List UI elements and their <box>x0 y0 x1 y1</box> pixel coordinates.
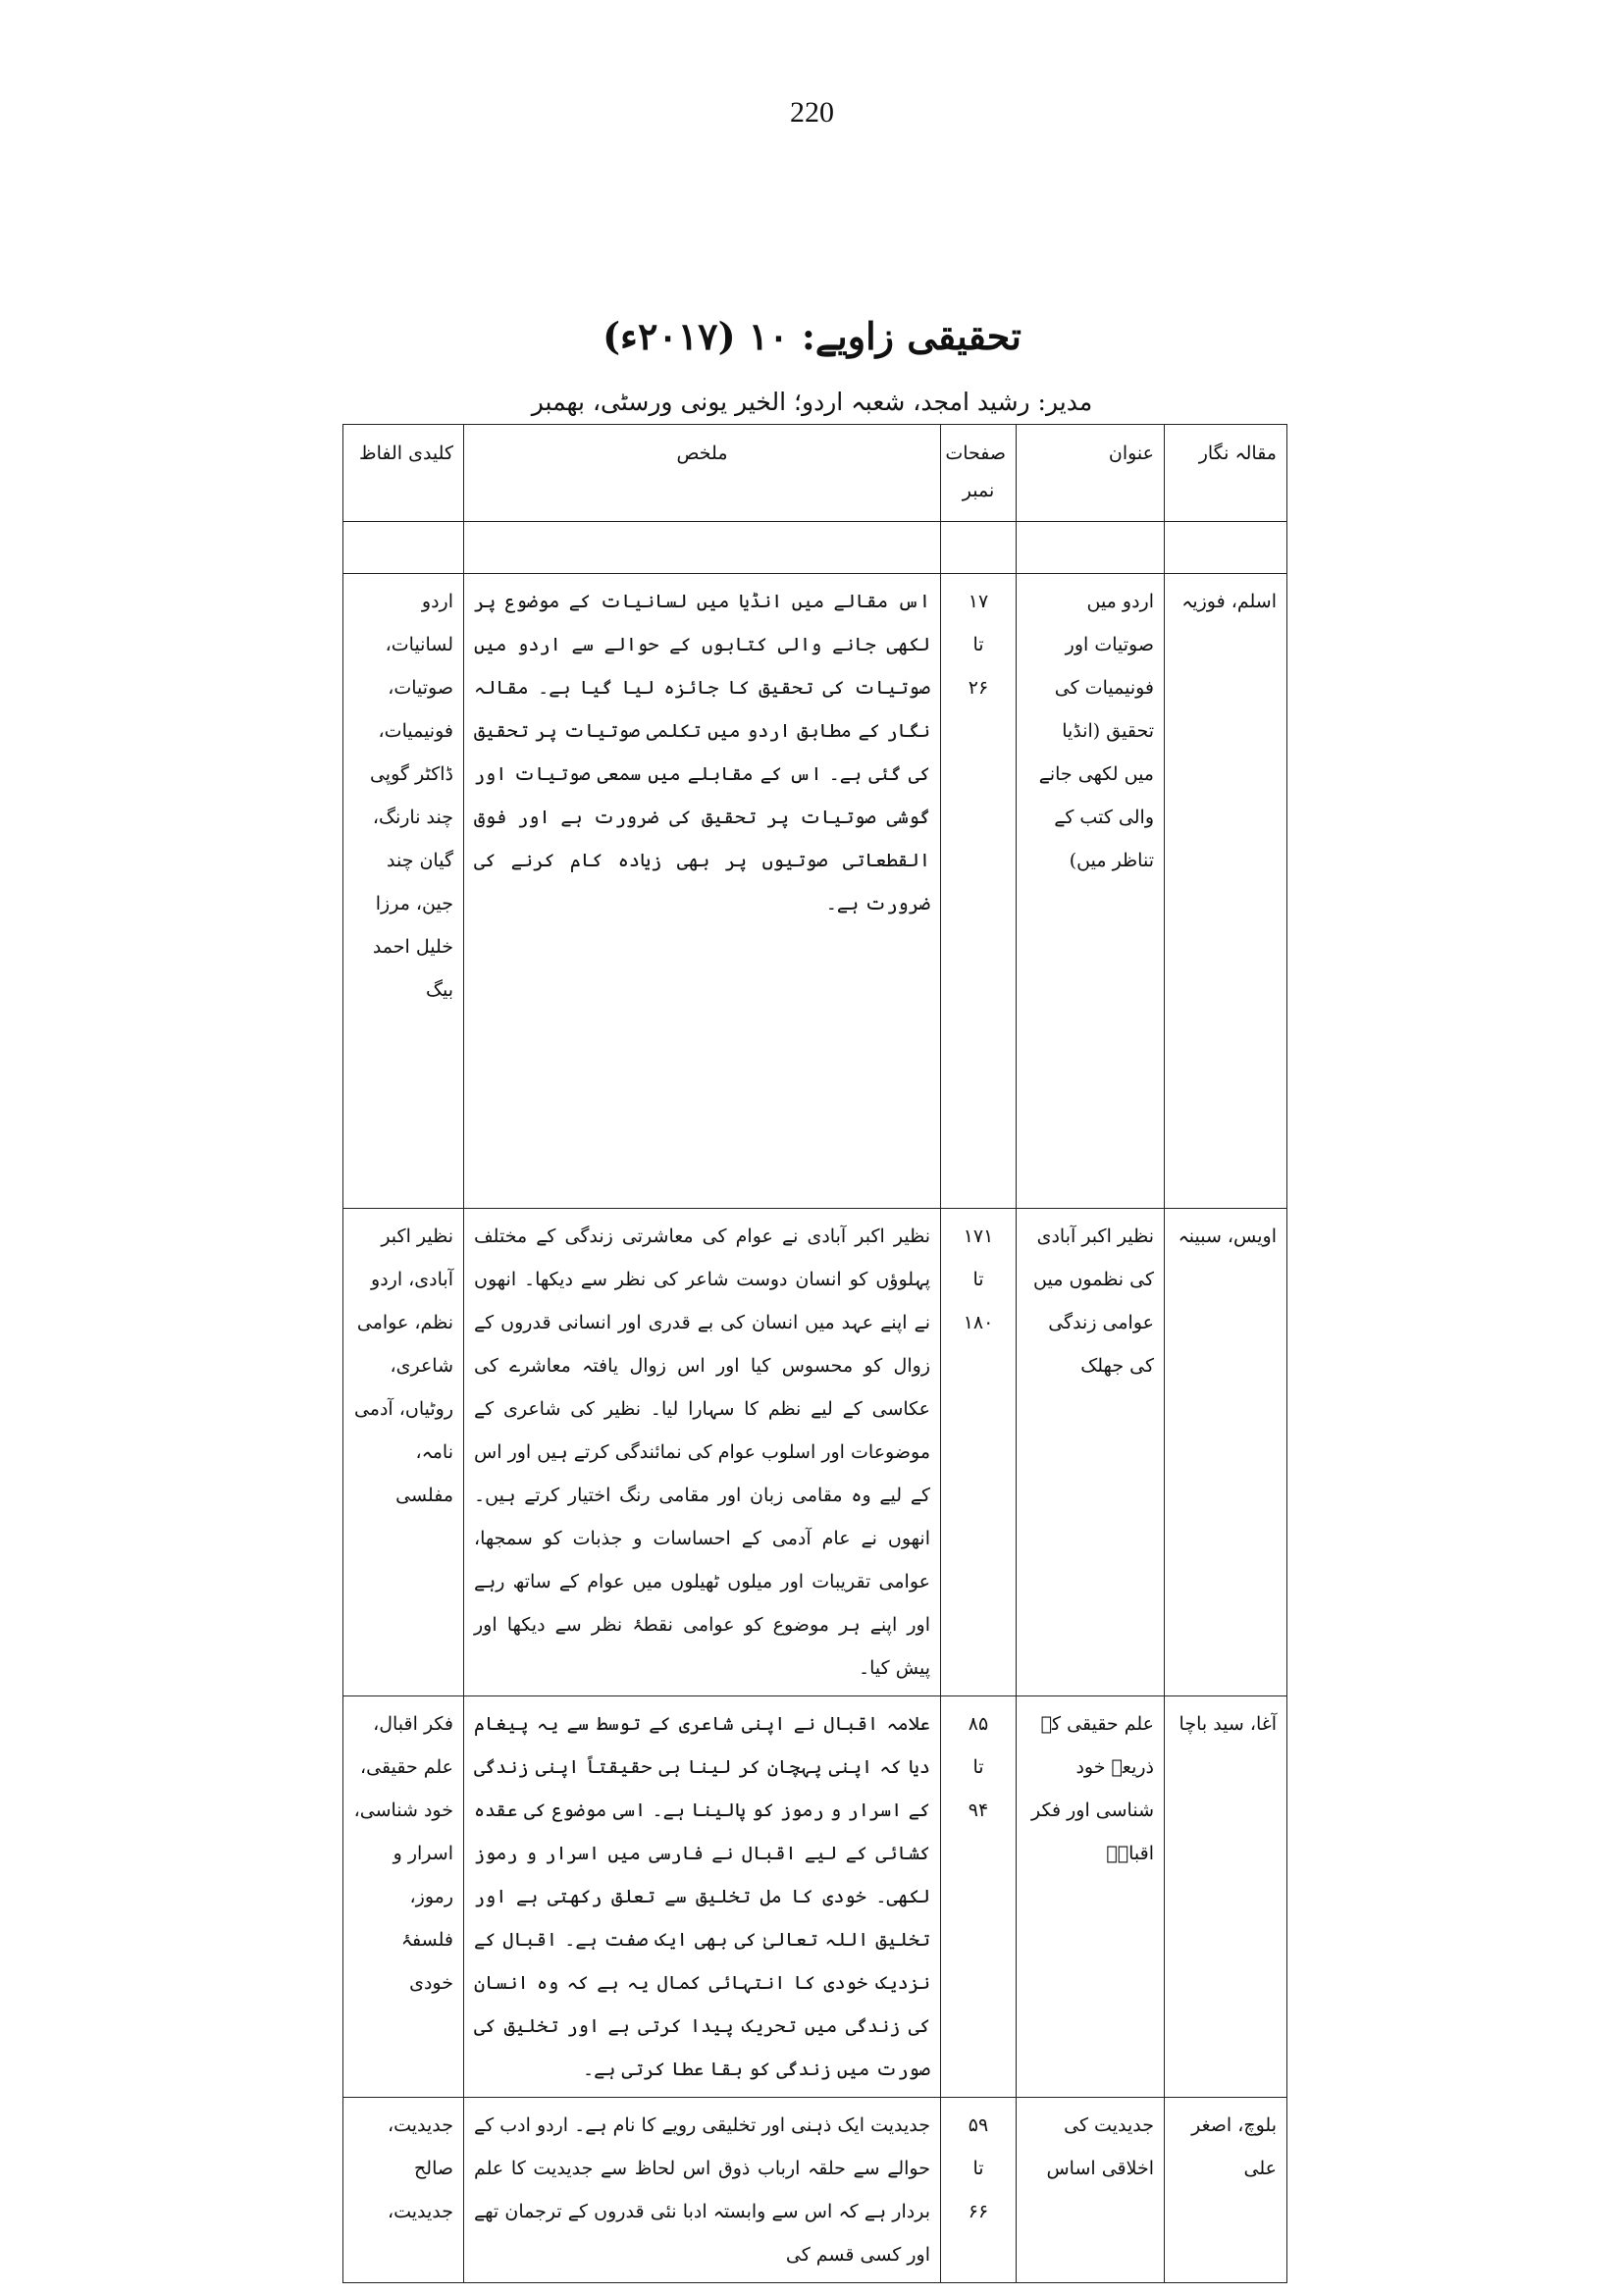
pages-cell <box>941 2098 1017 2283</box>
page-start: ۸۵ <box>968 1713 989 1735</box>
table-header-row <box>343 425 1287 522</box>
keywords-cell: جدیدیت، صالح جدیدیت، <box>343 2098 464 2283</box>
title-cell: اردو میں صوتیات اور فونیمیات کی تحقیق (انڈیا میں لکھی جانے والی کتب کے تناظر میں) <box>1017 574 1165 1209</box>
spacer-cell <box>1165 522 1287 574</box>
header-pages <box>941 425 1017 522</box>
page-end: ۶۶ <box>968 2201 989 2222</box>
article-index-table <box>342 424 1287 2283</box>
summary-cell: نظیر اکبر آبادی نے عوام کی معاشرتی زندگی کے مختلف پہلوؤں کو انسان دوست شاعر کی نظر سے دیکھا۔ انھوں نے اپنے عہد میں انسان کی بے قدری اور انسانی قدروں کے زوال کو محسوس کیا اور اس زوال یافتہ معاشرے کی عکاسی کے لیے نظم کا سہارا لیا۔ نظیر کی شاعری کے موضوعات اور اسلوب عوام کی نمائندگی کرتے ہیں اور اس کے لیے وہ مقامی زبان اور مقامی رنگ اختیار کرتے ہیں۔ انھوں نے عام آدمی کے احساسات و جذبات کو سمجھا، عوامی تقریبات اور میلوں ٹھیلوں میں عوام کے ساتھ رہے اور اپنے ہر موضوع کو عوامی نقطۂ نظر سے دیکھا اور پیش کیا۔ <box>464 1209 941 1696</box>
keywords-cell: نظیر اکبر آبادی، اردو نظم، عوامی شاعری، روٹیاں، آدمی نامہ، مفلسی <box>343 1209 464 1696</box>
keywords-cell: اردو لسانیات، صوتیات، فونیمیات، ڈاکٹر گوپی چند نارنگ، گیان چند جین، مرزا خلیل احمد بیگ <box>343 574 464 1209</box>
page-range-word: تا <box>972 2158 984 2179</box>
editor-line: مدیر: رشید امجد، شعبہ اردو؛ الخیر یونی ورسٹی، بھمبر <box>531 388 1093 416</box>
page-end: ۲۶ <box>968 677 989 699</box>
summary-cell: اس مقالے میں انڈیا میں لسانیات کے موضوع پر لکھی جانے والی کتابوں کے حوالے سے اردو میں صوتیات کی تحقیق کا جائزہ لیا گیا ہے۔ مقالہ نگار کے مطابق اردو میں تکلمی صوتیات پر تحقیق کی گئی ہے۔ اس کے مقابلے میں سمعی صوتیات اور گوشی صوتیات پر تحقیق کی ضرورت ہے اور فوق القطعاتی صوتیوں پر بھی زیادہ کام کرنے کی ضرورت ہے۔ <box>464 574 941 1209</box>
header-title: عنوان <box>1017 425 1165 522</box>
summary-cell: جدیدیت ایک ذہنی اور تخلیقی رویے کا نام ہے۔ اردو ادب کے حوالے سے حلقہ ارباب ذوق اس لحاظ سے جدیدیت کا علم بردار ہے کہ اس سے وابستہ ادبا نئی قدروں کے ترجمان تھے اور کسی قسم کی <box>464 2098 941 2283</box>
author-cell: آغا، سید باچا <box>1165 1696 1287 2098</box>
page-start: ۱۷ <box>968 591 989 612</box>
table-row <box>343 1209 1287 1696</box>
page-start: ۱۷۱ <box>963 1226 994 1247</box>
header-keywords: کلیدی الفاظ <box>343 425 464 522</box>
pages-cell <box>941 1209 1017 1696</box>
title-cell: نظیر اکبر آبادی کی نظموں میں عوامی زندگی کی جھلک <box>1017 1209 1165 1696</box>
author-cell: اویس، سبینہ <box>1165 1209 1287 1696</box>
keywords-cell: فکر اقبال، علم حقیقی، خود شناسی، اسرار و رموز، فلسفۂ خودی <box>343 1696 464 2098</box>
header-pages-line1: صفحات <box>945 443 1006 464</box>
author-cell: بلوچ، اصغر علی <box>1165 2098 1287 2283</box>
pages-cell <box>941 574 1017 1209</box>
spacer-cell <box>343 522 464 574</box>
table-row <box>343 2098 1287 2283</box>
header-summary: ملخص <box>464 425 941 522</box>
pages-cell <box>941 1696 1017 2098</box>
page-end: ۹۴ <box>968 1799 989 1821</box>
page-range-word: تا <box>972 1269 984 1290</box>
journal-title: تحقیقی زاویے: ۱۰ (۲۰۱۷ء) <box>602 314 1022 358</box>
spacer-cell <box>941 522 1017 574</box>
spacer-cell <box>464 522 941 574</box>
header-author: مقالہ نگار <box>1165 425 1287 522</box>
page-range-word: تا <box>972 634 984 655</box>
author-cell: اسلم، فوزیہ <box>1165 574 1287 1209</box>
summary-cell: علامہ اقبال نے اپنی شاعری کے توسط سے یہ پیغام دیا کہ اپنی پہچان کر لینا ہی حقیقتاً اپنی زندگی کے اسرار و رموز کو پالینا ہے۔ اسی موضوع کی عقدہ کشائی کے لیے اقبال نے فارسی میں اسرار و رموز لکھی۔ خودی کا مل تخلیق سے تعلق رکھتی ہے اور تخلیق اللہ تعالیٰ کی بھی ایک صفت ہے۔ اقبال کے نزدیک خودی کا انتہائی کمال یہ ہے کہ وہ انسان کی زندگی میں تحریک پیدا کرتی ہے اور تخلیق کی صورت میں زندگی کو بقا عطا کرتی ہے۔ <box>464 1696 941 2098</box>
header-pages-line2: نمبر <box>962 480 995 501</box>
page-start: ۵۹ <box>968 2114 989 2136</box>
title-cell: جدیدیت کی اخلاقی اساس <box>1017 2098 1165 2283</box>
page-end: ۱۸۰ <box>963 1312 994 1333</box>
table-row <box>343 574 1287 1209</box>
page-number: 220 <box>790 96 834 129</box>
title-cell: علم حقیقی کے ذریعے خود شناسی اور فکر اقبالؒ <box>1017 1696 1165 2098</box>
spacer-row <box>343 522 1287 574</box>
spacer-cell <box>1017 522 1165 574</box>
page-range-word: تا <box>972 1756 984 1778</box>
table-row <box>343 1696 1287 2098</box>
